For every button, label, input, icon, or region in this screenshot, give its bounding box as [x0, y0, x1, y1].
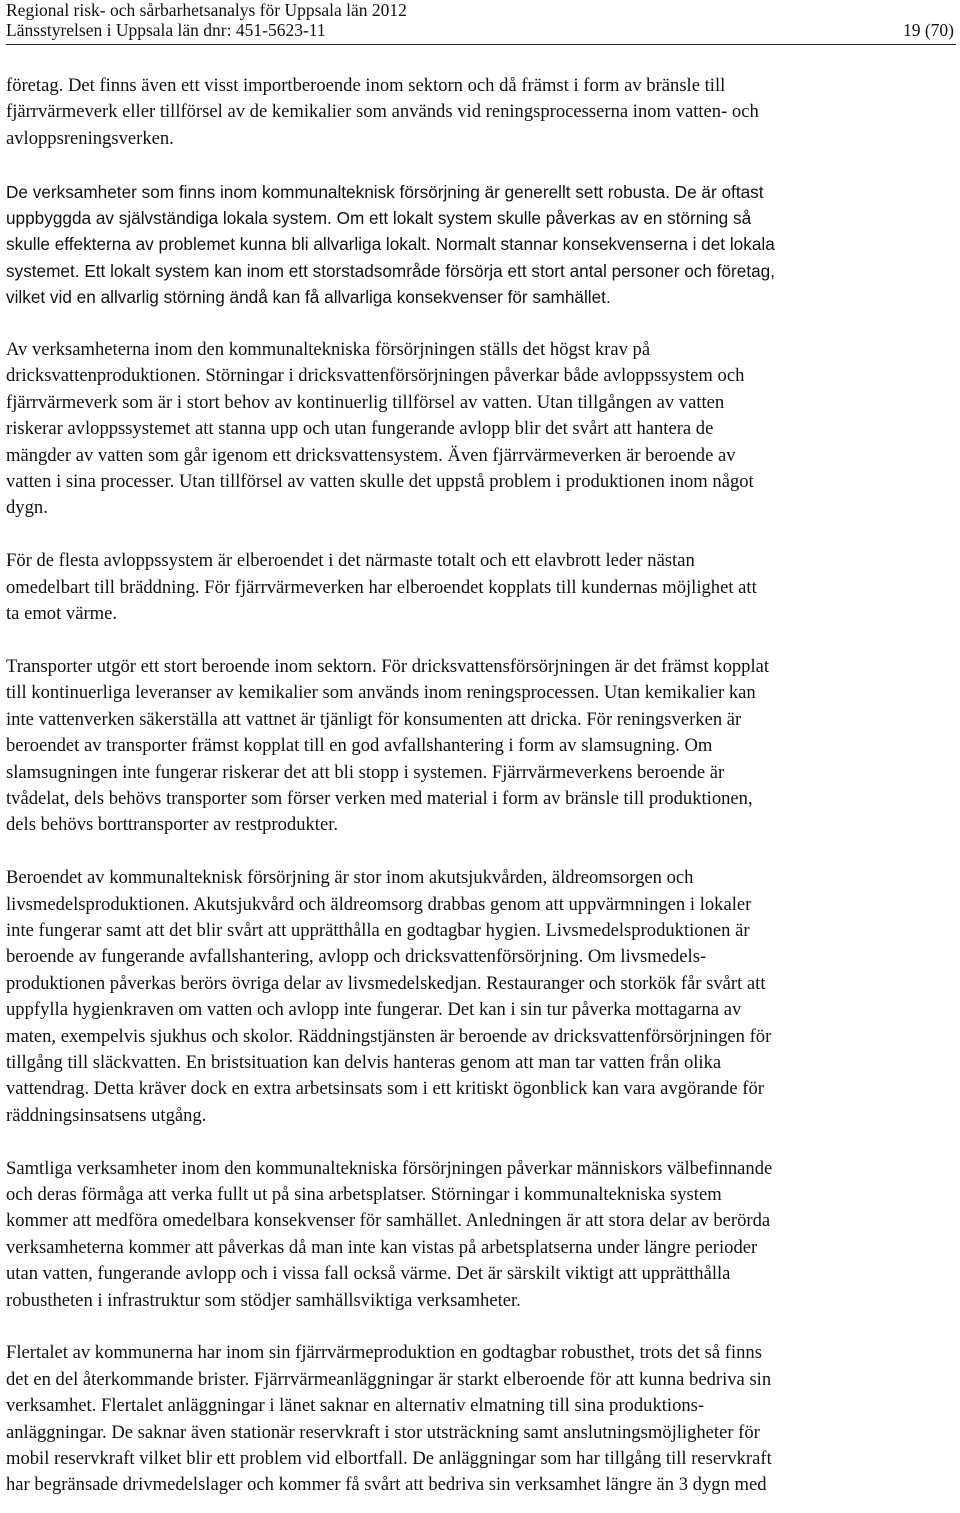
paragraph-import-dependency: företag. Det finns även ett visst importberoende inom sektorn och då främst i form av bränsle till fjärrvärmeverk eller tillförsel av de kemikalier som används vid reningsprocesserna inom vatten- och avloppsreningsverken.	[6, 75, 759, 149]
page-header	[6, 0, 954, 40]
paragraph-transport-dependency: Transporter utgör ett stort beroende inom sektorn. För dricksvattensförsörjningen är det främst kopplat till kontinuerliga leveranser av kemikalier som används inom reningsprocessen. Utan kemikalier kan inte vattenverken säkerställa att vattnet är tjänligt för konsumenten att dricka. För reningsverken är beroendet av transporter främst kopplat till en god avfallshantering i form av slamsugning. Om slamsugningen inte fungerar riskerar det att bli stopp i systemen. Fjärrvärmeverkens beroende är tvådelat, dels behövs transporter som förser verken med material i form av bränsle till produktionen, dels behövs borttransporter av restprodukter.	[6, 655, 770, 836]
report-title: Regional risk- och sårbarhetsanalys för Uppsala län 2012	[6, 0, 407, 20]
paragraph-healthcare-food: Beroendet av kommunalteknisk försörjning är stor inom akutsjukvården, äldreomsorgen och livsmedelsproduktionen. Akutsjukvård och äldreomsorg drabbas genom att uppvärmningen i lokaler inte fungerar samt att det blir svårt att upprätthålla en godtagbar hygien. Livsmedelsproduktionen är beroende av fungerande avfallshantering, avlopp och dricksvattenförsörjning. Om livsmedels- produktionen påverkas berörs övriga delar av livsmedelskedjan. Restauranger och storkök får svårt att uppfylla hygienkraven om vatten och avlopp inte fungerar. Det kan i sin tur påverka mottagarna av maten, exempelvis sjukhus och skolor. Räddningstjänsten är beroende av dricksvattenförsörjningen för tillgång till släckvatten. En bristsituation kan delvis hanteras genom att man tar vatten från olika vattendrag. Detta kräver dock en extra arbetsinsats som i ett kritiskt ögonblick kan vara avgörande för räddningsinsatsens utgång.	[6, 867, 772, 1126]
authority-reference: Länsstyrelsen i Uppsala län dnr: 451-5623-11	[6, 20, 326, 40]
paragraph-wellbeing: Samtliga verksamheter inom den kommunaltekniska försörjningen påverkar människors välbefinnande och deras förmåga att verka fullt ut på sina arbetsplatser. Störningar i kommunaltekniska system kommer att medföra omedelbara konsekvenser för samhället. Anledningen är att stora delar av berörda verksamheterna kommer att påverkas då man inte kan vistas på arbetsplatserna under längre perioder utan vatten, fungerande avlopp och i vissa fall också värme. Det är särskilt viktigt att upprätthålla robustheten i infrastruktur som stödjer samhällsviktiga verksamheter.	[6, 1157, 773, 1311]
paragraph-local-systems: De verksamheter som finns inom kommunalteknisk försörjning är generellt sett robusta. De är oftast uppbyggda av självständiga lokala system. Om ett lokalt system skulle påverkas av en störning så skulle effekterna av problemet kunna bli allvarliga lokalt. Normalt stannar konsekvenserna i det lokala systemet. Ett lokalt system kan inom ett storstadsområde försörja ett stort antal personer och företag, vilket vid en allvarlig störning ändå kan få allvarliga konsekvenser för samhället.	[6, 181, 775, 308]
document-body	[6, 73, 954, 1499]
header-divider	[6, 44, 956, 45]
paragraph-electricity-dependency: För de flesta avloppssystem är elberoendet i det närmaste totalt och ett elavbrott leder nästan omedelbart till bräddning. För fjärrvärmeverken har elberoendet kopplats till kundernas möjlighet att ta emot värme.	[6, 550, 757, 625]
header-title-row	[6, 0, 954, 20]
header-meta-row	[6, 20, 954, 40]
paragraph-drinking-water: Av verksamheterna inom den kommunaltekniska försörjningen ställs det högst krav på dricksvattenproduktionen. Störningar i dricksvattenförsörjningen påverkar både avloppssystem och fjärrvärmeverk som är i stort behov av kontinuerlig tillförsel av vatten. Utan tillgången av vatten riskerar avloppssystemet att stanna upp och utan fungerande avlopp blir det svårt att hantera de mängder av vatten som går igenom ett dricksvattensystem. Även fjärrvärmeverken är beroende av vatten i sina processer. Utan tillförsel av vatten skulle det uppstå problem i produktionen inom något dygn.	[6, 339, 754, 519]
page-number: 19 (70)	[902, 20, 954, 40]
paragraph-district-heating: Flertalet av kommunerna har inom sin fjärrvärmeproduktion en godtagbar robusthet, trots det så finns det en del återkommande brister. Fjärrvärmeanläggningar är starkt elberoende för att kunna bedriva sin verksamhet. Flertalet anläggningar i länet saknar en alternativ elmatning till sina produktions- anläggningar. De saknar även stationär reservkraft i stor utsträckning samt anslutningsmöjligheter för mobil reservkraft vilket blir ett problem vid elbortfall. De anläggningar som har tillgång till reservkraft har begränsade drivmedelslager och kommer få svårt att bedriva sin verksamhet längre än 3 dygn med	[6, 1342, 772, 1496]
